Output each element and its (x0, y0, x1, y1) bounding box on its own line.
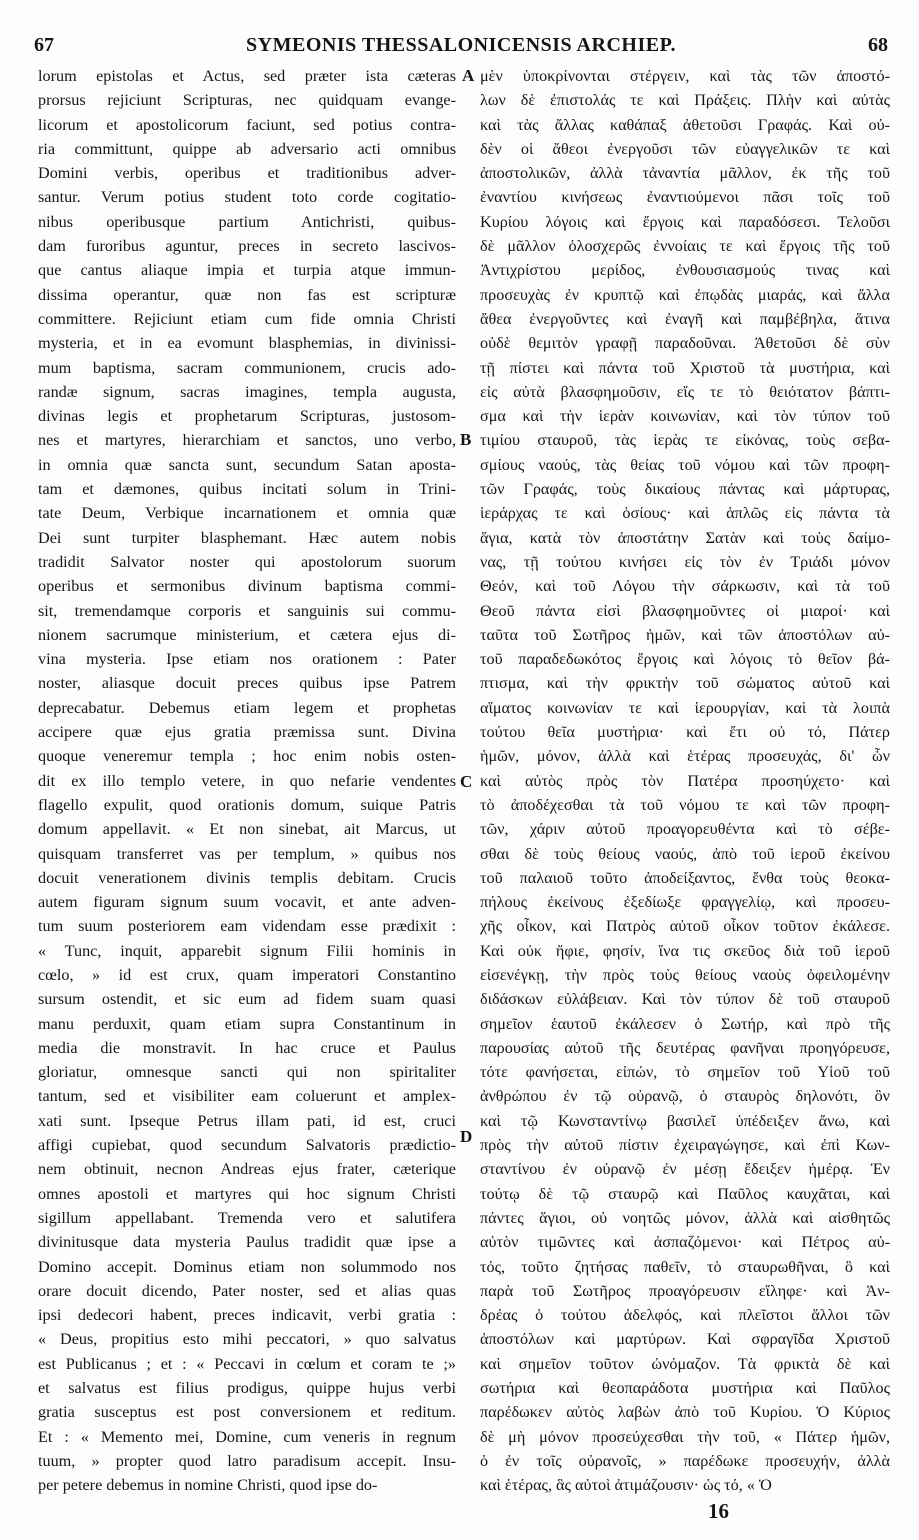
greek-text-line: εἰς αὐτὰ βλασφημοῦσιν, εἴς τε τὸ θειότατον βάπτι- (480, 382, 890, 401)
latin-text-line: orare docuit dicendo, Pater noster, sed et alias quas (38, 1281, 456, 1300)
margin-letter-c: C (460, 772, 473, 791)
latin-text-line: dam furoribus aguntur, preces in secreto lascivos- (38, 237, 456, 256)
latin-text-line: lorum epistolas et Actus, sed præter ista cæteras (38, 67, 456, 85)
greek-text-line: ἐναντίου κινήσεως ἐναντιούμενοι πᾶσι τοῖς τοῦ (480, 188, 890, 207)
latin-text-line: tum suum posteriorem eam videndam esse prædixit : (38, 917, 456, 936)
greek-text-line: αἵματος κοινωνίαν τε καὶ ἱερουργίαν, καὶ τὰ λοιπὰ (480, 698, 890, 717)
greek-text-line: ἅγια, κατὰ τὸν ἀποστάτην Σατὰν καὶ τοὺς δαίμο- (480, 528, 890, 547)
latin-text-line: « Deus, propitius esto mihi peccatori, » quo salvatus (38, 1330, 456, 1349)
latin-text-line: nibus operibusque partium Antichristi, quibus- (38, 212, 456, 231)
greek-text-line: δὲ μὴ μόνον προσεύχεσθαι τὴν τοῦ, « Πάτερ ἡμῶν, (480, 1427, 890, 1446)
latin-text-line: sursum ostendit, et sic eum ad fidem suam quasi (38, 990, 456, 1009)
latin-text-line: Domini verbis, operibus et traditionibus adver- (38, 164, 456, 183)
greek-text-line: τούτῳ δὲ τῷ σταυρῷ καὶ Παῦλος καυχᾶται, καὶ (480, 1184, 890, 1203)
latin-text-line: sigillum appellabant. Tremenda vero et salutifera (38, 1208, 456, 1227)
greek-text-line: καὶ σημεῖον τοῦτον ὠνόμαζον. Τὰ φρικτὰ δὲ καὶ (480, 1354, 890, 1373)
greek-text-line: ἱεράρχας τε καὶ ὁσίους· καὶ ἁπλῶς εἰς πάντα τὰ (480, 504, 890, 523)
latin-text-line: quisquam transferret vas per templum, » quibus nos (38, 844, 456, 863)
latin-text-line: nionem sacrumque ministerium, et cætera ejus di- (38, 625, 456, 644)
latin-text-line: que cantus aliaque impia et turpia atque immun- (38, 261, 456, 280)
greek-text-line: σμα καὶ τὴν ἱερὰν κοινωνίαν, καὶ τὸν τύπον τοῦ (480, 407, 890, 426)
latin-text-line: ria committunt, quippe ab adversario acti omnibus (38, 139, 456, 158)
margin-letter-a: A (462, 66, 475, 85)
latin-text-line: randæ signum, sacras imagines, templa augusta, (38, 382, 456, 401)
latin-text-line: dit ex illo templo vetere, in quo nefarie vendentes (38, 771, 456, 790)
greek-text-line: δὲ μᾶλλον ὁλοσχερῶς ἐννοίαις τε καὶ ἔργοις τῆς τοῦ (480, 237, 890, 256)
greek-text-line: σταντίνου ἐν οὐρανῷ ἐν μέσῃ ἔδειξεν ἡμέρᾳ. Ἐν (480, 1160, 890, 1179)
greek-text-line: Θεοῦ πάντα εἰσὶ βλασφημοῦντες οἱ μιαροί· καὶ (480, 601, 890, 620)
greek-text-line: τὸ ἀποδέχεσθαι τὰ τοῦ νόμου τε καὶ τῶν προφη- (480, 795, 890, 814)
latin-text-line: tuum, » propter quod latro paradisum accepit. Insu- (38, 1451, 456, 1470)
latin-text-line: Dei sunt turpiter blasphemant. Hæc autem nobis (38, 528, 456, 547)
latin-text-line: docuit venerationem divinis templis debitam. Crucis (38, 868, 456, 887)
latin-text-line: per petere debemus in nomine Christi, quod ipse do- (38, 1476, 378, 1495)
latin-text-line: est Publicanus ; et : « Peccavi in cœlum et coram te ;» (38, 1354, 456, 1373)
latin-text-line: deprecabatur. Debemus etiam legem et prophetas (38, 698, 456, 717)
greek-text-line: διδάσκων εὐλάβειαν. Καὶ τὸν τύπον δὲ τοῦ σταυροῦ (480, 990, 890, 1009)
greek-text-line: τῇ πίστει καὶ πάντα τοῦ Χριστοῦ τὰ μυστήρια, καὶ (480, 358, 890, 377)
latin-text-line: mysteria, et in ea evomunt blasphemias, in divinissi- (38, 334, 456, 353)
latin-text-line: flagello expulit, quod orationis domum, suique Patris (38, 795, 456, 814)
greek-text-line: Ἀντιχρίστου μερίδος, ἐνθουσιασμούς τινας καὶ (480, 261, 890, 280)
latin-text-line: tradidit Salvator noster qui apostolorum suorum (38, 552, 456, 571)
greek-text-line: ἀνθρώπου ἐν τῷ οὐρανῷ, ὁ σταυρὸς δηλονότι, ὃν (480, 1087, 890, 1106)
greek-text-line: τότε φανήσεται, εἰπών, τὸ σημεῖον τοῦ Υἱοῦ τοῦ (480, 1063, 890, 1082)
greek-text-line: εἰσενέγκῃ, τὴν πρὸς τοὺς θείους ναοὺς ὀφειλομένην (480, 965, 890, 984)
latin-text-line: et salvatus est filius prodigus, quippe hujus verbi (38, 1379, 456, 1398)
greek-text-line: σωτήρια καὶ θεοπαράδοτα μυστήρια καὶ Παῦλος (480, 1379, 890, 1398)
latin-text-line: tantum, sed et visibiliter eam coluerunt et amplex- (38, 1087, 456, 1106)
greek-text-line: λων δὲ ἐπιστολάς τε καὶ Πράξεις. Πλὴν καὶ αὐτὰς (480, 91, 890, 110)
greek-text-line: σημεῖον ἑαυτοῦ ἐκάλεσεν ὁ Σωτήρ, καὶ πρὸ τῆς (480, 1014, 890, 1033)
greek-text-line: αὐτὸν τιμῶντες καὶ ἀσπαζόμενοι· καὶ Πέτρος αὐ- (480, 1233, 890, 1252)
latin-text-line: accipere quæ ejus gratia præmissa sunt. Divina (38, 723, 456, 742)
page-number-left: 67 (34, 34, 54, 56)
latin-text-line: « Tunc, inquit, apparebit signum Filii hominis in (38, 941, 456, 960)
latin-text-line: divinitusque data mysteria Paulus tradidit quæ ipse a (38, 1233, 456, 1252)
greek-text-line: τοῦ παραδεδωκότος ἔργοις καὶ λόγοις τὸ θεῖον βά- (480, 650, 890, 669)
greek-text-line: ὁ ἐν τοῖς οὐρανοῖς, » παρέδωκε προσευχήν, ἀλλὰ (480, 1451, 890, 1470)
latin-text-line: cœlo, » id est crux, quam imperatori Constantino (38, 965, 456, 984)
latin-text-line: gratia susceptus est post conversionem et reditum. (38, 1403, 456, 1422)
running-header (34, 34, 888, 60)
greek-text-line: παρέδωκεν αὐτὸς λαβὼν ἀπὸ τοῦ Κυρίου. Ὁ Κύριος (480, 1403, 890, 1422)
signature-mark: 16 (705, 1500, 732, 1522)
latin-text-line: Et : « Memento mei, Domine, cum veneris in regnum (38, 1427, 456, 1446)
greek-text-line: πάντες ἅγιοι, οὐ νοητῶς μόνον, ἀλλὰ καὶ αἰσθητῶς (480, 1208, 890, 1227)
latin-text-line: nes et martyres, hierarchiam et sanctos, uno verbo, (38, 431, 456, 450)
greek-text-line: ἄθεα ἐνεργοῦντες καὶ ἐναγῆ καὶ παμβέβηλα, ἅτινα (480, 309, 890, 328)
latin-text-line: noster, aliasque docuit preces quibus ipse Patrem (38, 674, 456, 693)
latin-text-line: in omnia quæ sancta sunt, secundum Satan aposta- (38, 455, 456, 474)
greek-text-line: δὲν οἱ ἄθεοι ἐνεργοῦσι τῶν εὐαγγελικῶν τε καὶ (480, 139, 890, 158)
greek-text-line: καὶ τῷ Κωνσταντίνῳ βασιλεῖ ὑπέδειξεν ἄνω, καὶ (480, 1111, 890, 1130)
latin-text-line: dissima operantur, quæ non fas est scripturæ (38, 285, 456, 304)
latin-text-line: gloriatur, omnesque sancti qui non spiritaliter (38, 1063, 456, 1082)
greek-text-line: σθαι δὲ τοὺς θείους ναούς, ἀπὸ τοῦ ἱεροῦ ἐκείνου (480, 844, 890, 863)
latin-text-line: sit, tremendamque corporis et sanguinis sui commu- (38, 601, 456, 620)
greek-text-line: τός, τοῦτο ζητήσας παθεῖν, τὸ σταυρωθῆναι, ὃ καὶ (480, 1257, 890, 1276)
greek-column (480, 64, 890, 1498)
page-number-right: 68 (868, 34, 888, 56)
greek-text-line: τούτου θεῖα μυστήρια· καὶ ἔτι οὐ τό, Πάτερ (480, 723, 890, 742)
greek-text-line: τῶν, χάριν αὐτοῦ προαγορευθέντα καὶ τὸ σέβε- (480, 820, 890, 839)
greek-text-line: σμίους ναούς, τὰς θείας τοῦ νόμου καὶ τῶν προφη- (480, 455, 890, 474)
latin-text-line: committere. Rejiciunt etiam cum fide omnia Christi (38, 309, 456, 328)
latin-column (38, 64, 456, 1498)
latin-text-line: ipsi dedecori habent, preces indicavit, verbi gratia : (38, 1306, 456, 1325)
greek-text-line: μὲν ὑποκρίνονται στέργειν, καὶ τὰς τῶν ἀποστό- (480, 67, 890, 85)
greek-text-line: παρουσίας αὐτοῦ τῆς δευτέρας φανῆναι προηγόρευσε, (480, 1038, 890, 1057)
greek-text-line: οὐδὲ θεμιτὸν γραφῇ παραδοῦναι. Ἀθετοῦσι δὲ σὺν (480, 334, 890, 353)
greek-text-line: ἀποστόλων καὶ μαρτύρων. Καὶ σφραγῖδα Χριστοῦ (480, 1330, 890, 1349)
latin-text-line: vina mysteria. Ipse etiam nos orationem : Pater (38, 650, 456, 669)
margin-letter-d: D (460, 1127, 473, 1146)
latin-text-line: divinas legis et prophetarum Scripturas, justosom- (38, 407, 456, 426)
latin-text-line: omnes apostoli et martyres qui hoc signum Christi (38, 1184, 456, 1203)
latin-text-line: licorum et apostolicorum faciunt, sed potius contra- (38, 115, 456, 134)
latin-text-line: affigi cupiebat, quod secundum Salvatoris prædictio- (38, 1136, 456, 1155)
latin-text-line: mum baptisma, sacram communionem, crucis ado- (38, 358, 456, 377)
greek-text-line: Καὶ οὐκ ἤφιε, φησίν, ἵνα τις σκεῦος διὰ τοῦ ἱεροῦ (480, 941, 890, 960)
latin-text-line: autem figuram signum suum vocavit, et ante adven- (38, 893, 456, 912)
greek-text-line: τοῦ παλαιοῦ τοῦτο ἀποδείξαντος, ἔνθα τοὺς θεοκα- (480, 868, 890, 887)
latin-text-line: santur. Verum potius student toto corde cogitatio- (38, 188, 456, 207)
greek-text-line: Θεόν, καὶ τοῦ Λόγου τὴν σάρκωσιν, καὶ τὰ τοῦ (480, 577, 890, 596)
latin-text-line: operibus et sermonibus divinum baptisma commi- (38, 577, 456, 596)
greek-text-line: παρὰ τοῦ Σωτῆρος προαγόρευσιν εἴληφε· καὶ Ἀν- (480, 1281, 890, 1300)
greek-text-line: ἀποστολικῶν, ἀλλὰ τἀναντία μᾶλλον, ἐκ τῆς τοῦ (480, 164, 890, 183)
latin-text-line: tate Deum, Verbique incarnationem et omnia quæ (38, 504, 456, 523)
latin-text-line: nem obtinuit, necnon Andreas ejus frater, cæterique (38, 1160, 456, 1179)
greek-text-line: πτισμα, καὶ τὴν φρικτὴν τοῦ σώματος αὐτοῦ καὶ (480, 674, 890, 693)
latin-text-line: tam et dæmones, quibus incitati solum in Trini- (38, 480, 456, 499)
greek-text-line: Κυρίου λόγοις καὶ ἔργοις καὶ παραδόσεσι. Τελοῦσι (480, 212, 890, 231)
running-title: SYMEONIS THESSALONICENSIS ARCHIEP. (246, 34, 676, 56)
greek-text-line: δρέας ὁ τούτου ἀδελφός, καὶ πλεῖστοι ἄλλοι τῶν (480, 1306, 890, 1325)
latin-text-line: xati sunt. Ipseque Petrus illam pati, id est, cruci (38, 1111, 456, 1130)
greek-text-line: ταῦτα τοῦ Σωτῆρος ἡμῶν, καὶ τῶν ἀποστόλων αὐ- (480, 625, 890, 644)
latin-text-line: prorsus rejiciunt Scripturas, nec quidquam evange- (38, 91, 456, 110)
greek-text-line: τιμίου σταυροῦ, τὰς ἱερὰς τε εἰκόνας, τοὺς σεβα- (480, 431, 890, 450)
greek-text-line: νας, τῇ τούτου κινήσει εἰς τὸν ἐν Τριάδι μόνον (480, 552, 890, 571)
greek-text-line: καὶ τὰς ἄλλας καθάπαξ ἀθετοῦσι Γραφάς. Καὶ οὐ- (480, 115, 890, 134)
greek-text-line: χῆς οἶκον, καὶ Πατρὸς αὐτοῦ οἶκον τοῦτον ἐκάλεσε. (480, 917, 890, 936)
latin-text-line: Domino accepit. Dominus etiam non solummodo nos (38, 1257, 456, 1276)
latin-text-line: quoque veneremur templa ; hoc enim nobis osten- (38, 747, 456, 766)
latin-text-line: manu perduxit, quam etiam supra Constantinum in (38, 1014, 456, 1033)
margin-letter-b: B (460, 430, 472, 449)
greek-text-line: καὶ αὐτὸς πρὸς τὸν Πατέρα προσηύχετο· καὶ (480, 771, 890, 790)
latin-text-line: domum appellavit. « Et non sinebat, ait Marcus, ut (38, 820, 456, 839)
latin-text-line: media die monstravit. In hac cruce et Paulus (38, 1038, 456, 1057)
greek-text-line: καὶ ἑτέρας, ἃς αὐτοὶ ἀτιμάζουσιν· ὡς τό, « Ὁ (480, 1476, 772, 1495)
greek-text-line: πήλους ἐκείνους ἐξεδίωξε φραγγελίῳ, καὶ προσευ- (480, 893, 890, 912)
greek-text-line: ἡμῶν, μόνον, ἀλλὰ καὶ ἑτέρας προσευχάς, δι' ὧν (480, 747, 890, 766)
greek-text-line: προσευχὰς ἐν κρυπτῷ καὶ ἐπῳδὰς μιαράς, καὶ ἄλλα (480, 285, 890, 304)
greek-text-line: τῶν Γραφάς, τοὺς δικαίους πάντας καὶ μάρτυρας, (480, 480, 890, 499)
greek-text-line: πρὸς τὴν αὐτοῦ πίστιν ἐχειραγώγησε, καὶ ἐπὶ Κων- (480, 1136, 890, 1155)
